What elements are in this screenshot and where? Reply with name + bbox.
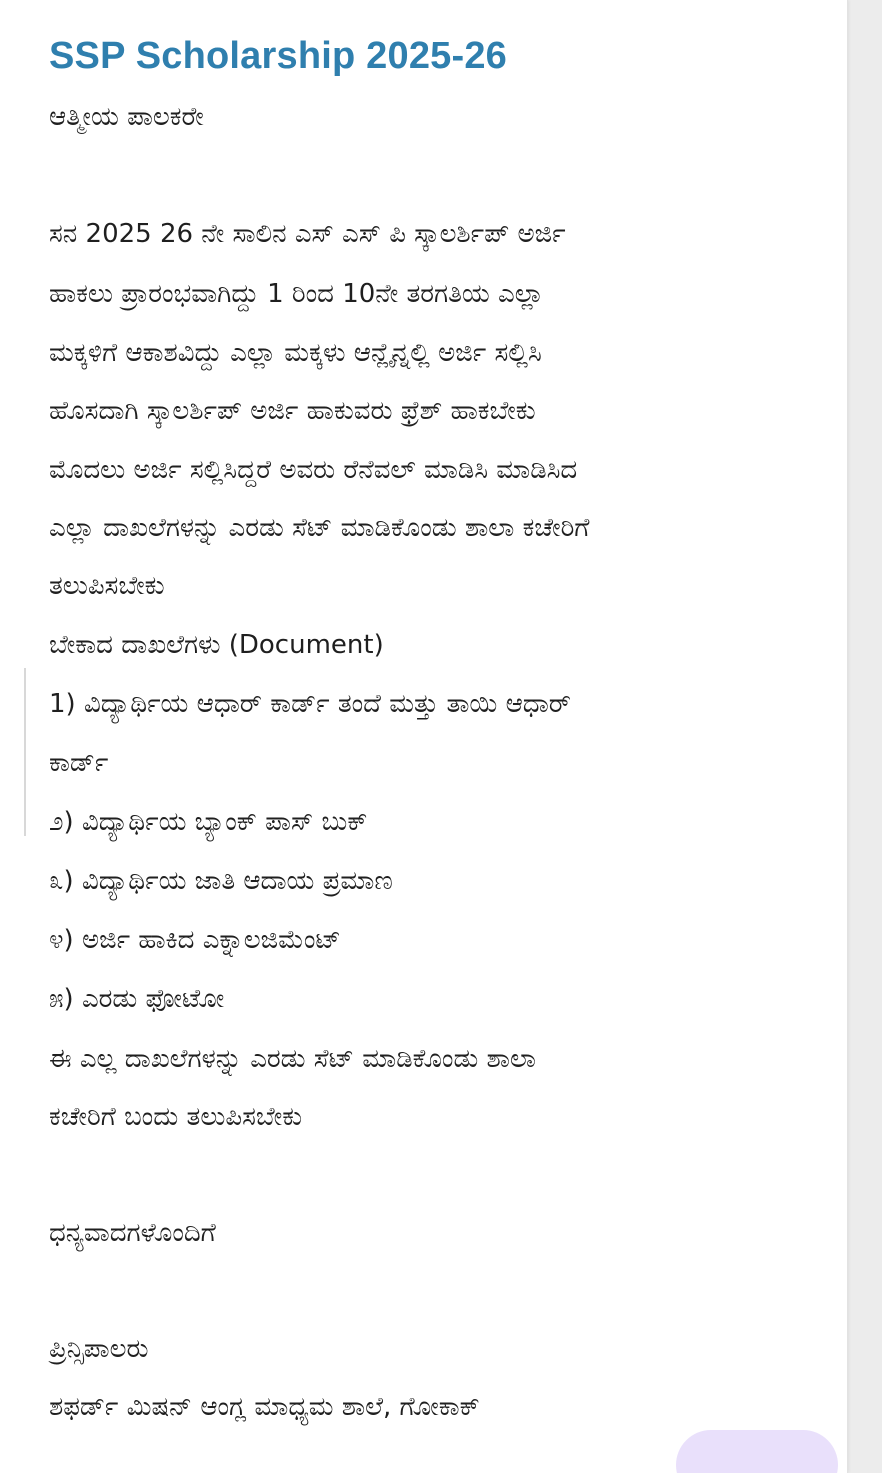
closing-line: ಕಚೇರಿಗೆ ಬಂದು ತಲುಪಿಸಬೇಕು — [49, 1102, 303, 1132]
document-item: 1) ವಿದ್ಯಾರ್ಥಿಯ ಆಧಾರ್ ಕಾರ್ಡ್ ತಂದೆ ಮತ್ತು ತಾಯಿ ಆಧಾರ್ — [49, 689, 571, 719]
document-item: ೨) ವಿದ್ಯಾರ್ಥಿಯ ಬ್ಯಾಂಕ್ ಪಾಸ್ ಬುಕ್ — [49, 807, 368, 837]
document-item: ೫) ಎರಡು ಫೋಟೋ — [49, 984, 225, 1014]
paragraph-line: ಮೊದಲು ಅರ್ಜಿ ಸಲ್ಲಿಸಿದ್ದರೆ ಅವರು ರೆನೆವಲ್ ಮಾಡಿಸಿ ಮಾಡಿಸಿದ — [49, 455, 578, 485]
document-item: ಕಾರ್ಡ್ — [49, 748, 109, 778]
closing-line: ಈ ಎಲ್ಲ ದಾಖಲೆಗಳನ್ನು ಎರಡು ಸೆಟ್ ಮಾಡಿಕೊಂಡು ಶಾಲಾ — [49, 1044, 536, 1074]
paragraph-line: ತಲುಪಿಸಬೇಕು — [49, 571, 165, 601]
paragraph-line: ಎಲ್ಲಾ ದಾಖಲೆಗಳನ್ನು ಎರಡು ಸೆಟ್ ಮಾಡಿಕೊಂಡು ಶಾಲಾ ಕಚೇರಿಗೆ — [49, 513, 590, 543]
paragraph-line: ಸನ 2025 26 ನೇ ಸಾಲಿನ ಎಸ್ ಎಸ್ ಪಿ ಸ್ಕಾಲರ್ಶಿಪ್ ಅರ್ಜಿ — [49, 219, 566, 249]
document-item: ೩) ವಿದ್ಯಾರ್ಥಿಯ ಜಾತಿ ಆದಾಯ ಪ್ರಮಾಣ — [49, 866, 393, 896]
documents-heading: ಬೇಕಾದ ದಾಖಲೆಗಳು (Document) — [49, 630, 384, 660]
document-item: ೪) ಅರ್ಜಿ ಹಾಕಿದ ಎಕ್ನಾಲಜಿಮೆಂಟ್ — [49, 925, 341, 955]
thanks-line: ಧನ್ಯವಾದಗಳೊಂದಿಗೆ — [49, 1218, 216, 1248]
signature-school: ಶಫರ್ಡ್ ಮಿಷನ್ ಆಂಗ್ಲ ಮಾಧ್ಯಮ ಶಾಲೆ, ಗೋಕಾಕ್ — [49, 1392, 480, 1422]
signature-role: ಪ್ರಿನ್ಸಿಪಾಲರು — [49, 1334, 149, 1364]
floating-action-button[interactable] — [676, 1430, 838, 1473]
greeting: ಆತ್ಮೀಯ ಪಾಲಕರೇ — [49, 102, 204, 132]
paragraph-line: ಮಕ್ಕಳಿಗೆ ಆಕಾಶವಿದ್ದು ಎಲ್ಲಾ ಮಕ್ಕಳು ಆನ್ಲೈನ್ನಲ್ಲಿ ಅರ್ಜಿ ಸಲ್ಲಿಸಿ — [49, 338, 542, 368]
paragraph-line: ಹಾಕಲು ಪ್ರಾರಂಭವಾಗಿದ್ದು 1 ರಿಂದ 10ನೇ ತರಗತಿಯ ಎಲ್ಲಾ — [49, 279, 544, 309]
quote-bar — [24, 668, 26, 836]
message-title: SSP Scholarship 2025-26 — [49, 35, 508, 77]
paragraph-line: ಹೊಸದಾಗಿ ಸ್ಕಾಲರ್ಶಿಪ್ ಅರ್ಜಿ ಹಾಕುವರು ಫ್ರೆಶ್ ಹಾಕಬೇಕು — [49, 396, 536, 426]
